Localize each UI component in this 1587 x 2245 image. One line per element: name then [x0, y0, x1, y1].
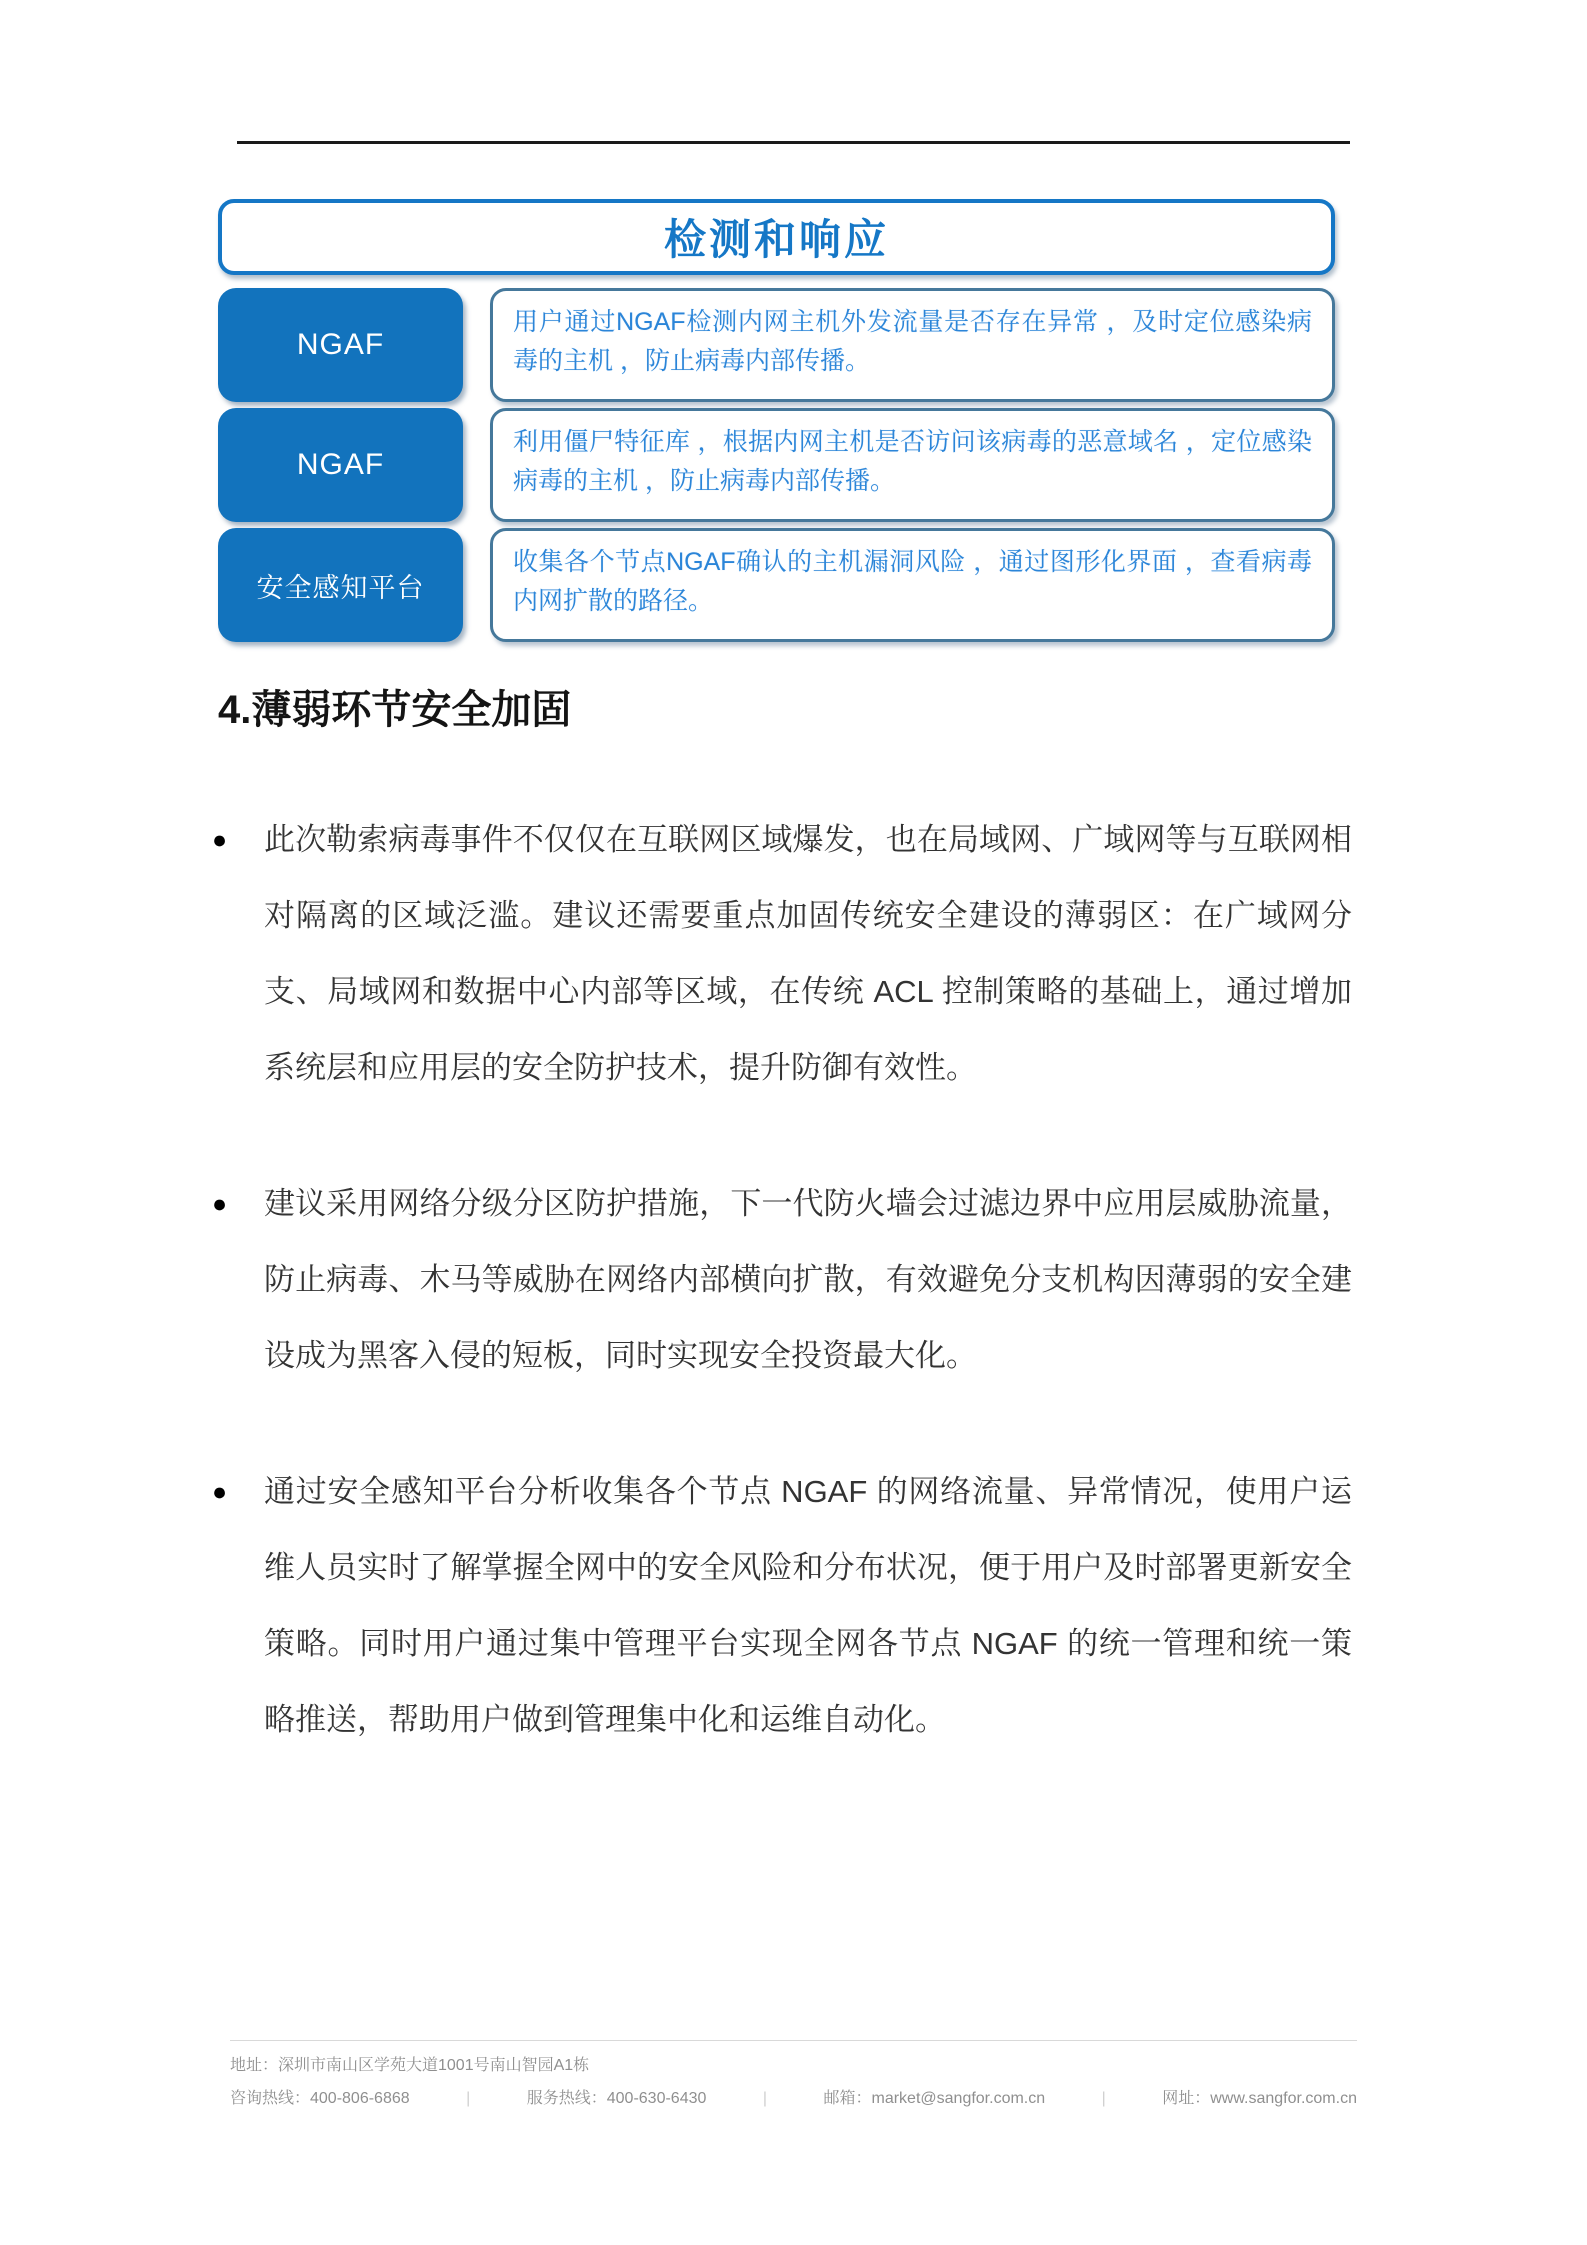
- bullet-text: 通过安全感知平台分析收集各个节点 NGAF 的网络流量、异常情况，使用户运维人员实时了解掌握全网中的安全风险和分布状况，便于用户及时部署更新安全策略。同时用户通过集中管理平台实现全网各节点 NGAF 的统一管理和统一策略推送，帮助用户做到管理集中化和运维自动化。: [264, 1474, 1352, 1737]
- diagram-row-description: 收集各个节点NGAF确认的主机漏洞风险 ，通过图形化界面 ，查看病毒内网扩散的路径。: [490, 528, 1335, 642]
- diagram-row-label-ngaf-1: NGAF: [218, 288, 463, 402]
- section-heading: 4.薄弱环节安全加固: [218, 688, 572, 732]
- diagram-row-label-ngaf-2: NGAF: [218, 408, 463, 522]
- diagram-title-box: [218, 199, 1335, 275]
- detection-response-diagram: [218, 199, 1335, 648]
- diagram-row-description: 利用僵尸特征库 ，根据内网主机是否访问该病毒的恶意域名 ，定位感染病毒的主机 ，防止病毒内部传播。: [490, 408, 1335, 522]
- bullet-text: 建议采用网络分级分区防护措施，下一代防火墙会过滤边界中应用层威胁流量，防止病毒、木马等威胁在网络内部横向扩散，有效避免分支机构因薄弱的安全建设成为黑客入侵的短板，同时实现安全投资最大化。: [264, 1186, 1352, 1373]
- footer-address: 地址：深圳市南山区学苑大道1001号南山智园A1栋: [230, 2057, 590, 2074]
- footer-consult-hotline: 咨询热线：400-806-6868: [230, 2090, 410, 2107]
- footer-separator: |: [762, 2090, 768, 2107]
- bullet-icon: ●: [212, 1190, 228, 1218]
- diagram-row: [218, 288, 1335, 402]
- list-item: [212, 1166, 1352, 1394]
- list-item: [212, 802, 1352, 1106]
- bullet-icon: ●: [212, 1478, 228, 1506]
- footer-website: 网址：www.sangfor.com.cn: [1162, 2090, 1357, 2107]
- list-item: [212, 1454, 1352, 1758]
- bullet-list: [212, 802, 1352, 1818]
- diagram-row: [218, 528, 1335, 642]
- diagram-row-description: 用户通过NGAF检测内网主机外发流量是否存在异常 ，及时定位感染病毒的主机 ，防止病毒内部传播。: [490, 288, 1335, 402]
- diagram-row: [218, 408, 1335, 522]
- bullet-text: 此次勒索病毒事件不仅仅在互联网区域爆发，也在局域网、广域网等与互联网相对隔离的区域泛滥。建议还需要重点加固传统安全建设的薄弱区：在广域网分支、局域网和数据中心内部等区域，在传统 ACL 控制策略的基础上，通过增加系统层和应用层的安全防护技术，提升防御有效性。: [264, 822, 1352, 1085]
- footer-divider: [230, 2040, 1357, 2041]
- footer-separator: |: [1101, 2090, 1106, 2107]
- bullet-icon: ●: [212, 826, 228, 854]
- diagram-row-label-security-platform: 安全感知平台: [218, 528, 463, 642]
- footer-separator: |: [466, 2090, 471, 2107]
- footer-email: 邮箱：market@sangfor.com.cn: [823, 2090, 1046, 2107]
- diagram-title: 检测和响应: [663, 216, 889, 263]
- top-rule: [237, 141, 1350, 144]
- footer-service-hotline: 服务热线：400-630-6430: [526, 2090, 707, 2107]
- page-footer: [230, 2040, 1357, 2109]
- footer-contacts: [230, 2089, 1357, 2109]
